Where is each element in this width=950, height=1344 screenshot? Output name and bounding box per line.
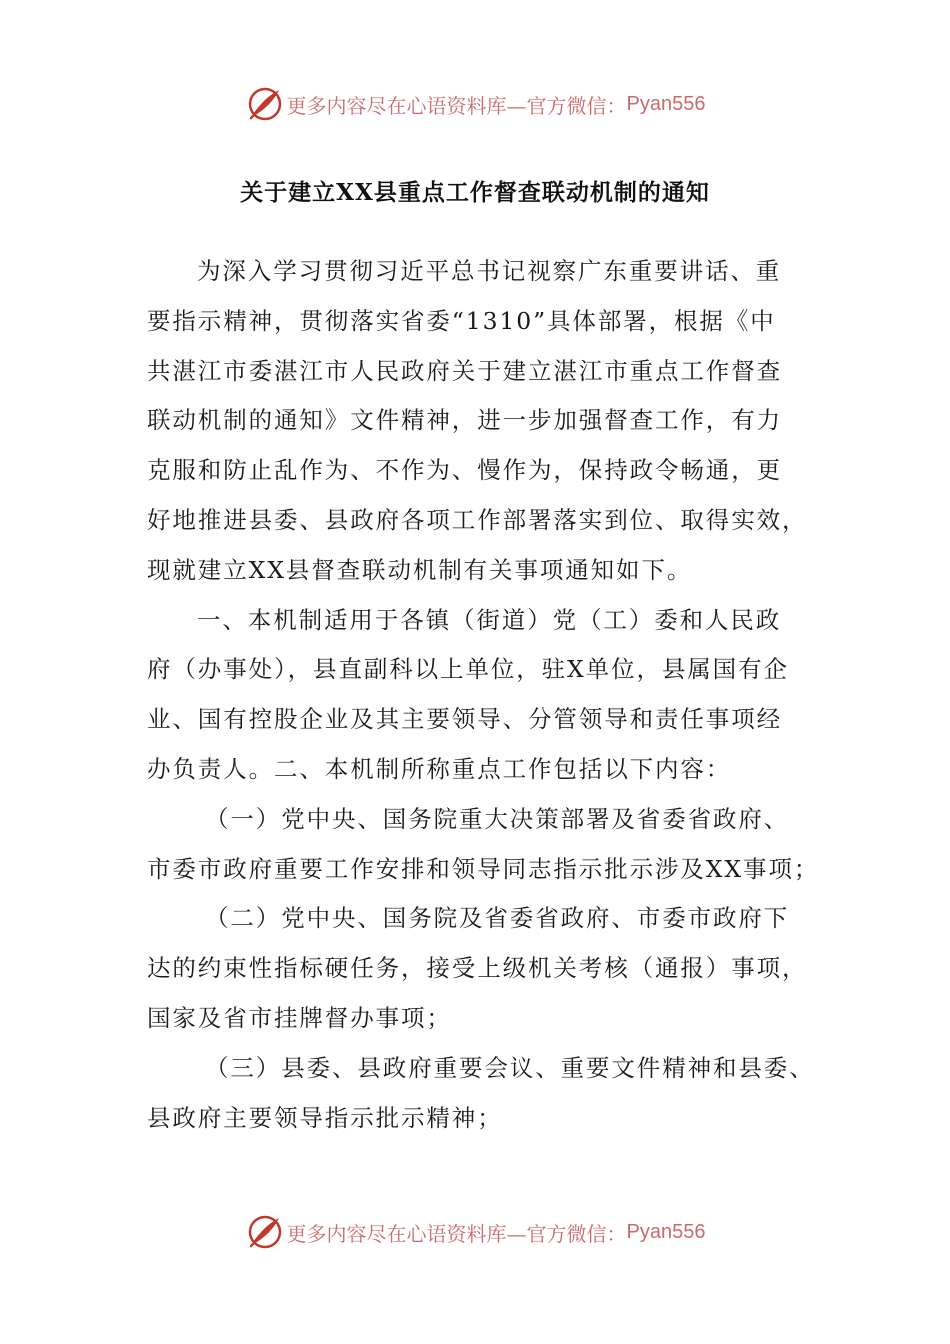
watermark-banner-top xyxy=(0,82,950,126)
body-line: 达的约束性指标硬任务，接受上级机关考核（通报）事项， xyxy=(147,954,808,983)
body-line: 办负责人。二、本机制所称重点工作包括以下内容： xyxy=(147,754,732,783)
body-line: 府（办事处），县直副科以上单位，驻X单位，县属国有企 xyxy=(147,655,789,684)
body-line: 克服和防止乱作为、不作为、慢作为，保持政令畅通，更 xyxy=(147,456,782,485)
watermark-text: 更多内容尽在心语资料库—官方微信： xyxy=(286,1221,627,1246)
watermark-text: 更多内容尽在心语资料库—官方微信： xyxy=(286,93,627,118)
body-line: 要指示精神，贯彻落实省委“1310”具体部署，根据《中 xyxy=(147,306,776,335)
body-line: 好地推进县委、县政府各项工作部署落实到位、取得实效， xyxy=(147,505,808,534)
body-line: 为深入学习贯彻习近平总书记视察广东重要讲话、重 xyxy=(197,257,782,285)
document-body xyxy=(147,247,820,1143)
body-line: （一）党中央、国务院重大决策部署及省委省政府、 xyxy=(205,804,790,833)
body-line: 县政府主要领导指示批示精神； xyxy=(147,1103,503,1132)
body-line: 共湛江市委湛江市人民政府关于建立湛江市重点工作督查 xyxy=(147,356,782,385)
body-line: 业、国有控股企业及其主要领导、分管领导和责任事项经 xyxy=(147,705,782,734)
body-line: 一、本机制适用于各镇（街道）党（工）委和人民政 xyxy=(197,605,782,634)
body-line: （二）党中央、国务院及省委省政府、市委市政府下 xyxy=(205,904,790,933)
body-line: （三）县委、县政府重要会议、重要文件精神和县委、 xyxy=(205,1053,815,1082)
quill-pen-icon xyxy=(245,84,285,124)
watermark-wechat-id: Pyan556 xyxy=(626,92,706,115)
body-line: 国家及省市挂牌督办事项； xyxy=(147,1003,452,1032)
body-line: 现就建立XX县督查联动机制有关事项通知如下。 xyxy=(147,555,693,584)
watermark-banner-bottom xyxy=(0,1210,950,1254)
watermark-wechat-id: Pyan556 xyxy=(626,1220,706,1243)
body-line: 联动机制的通知》文件精神，进一步加强督查工作，有力 xyxy=(147,406,782,435)
quill-pen-icon xyxy=(245,1212,285,1252)
document-title: 关于建立XX县重点工作督查联动机制的通知 xyxy=(240,179,710,206)
body-line: 市委市政府重要工作安排和领导同志指示批示涉及XX事项； xyxy=(147,854,820,883)
